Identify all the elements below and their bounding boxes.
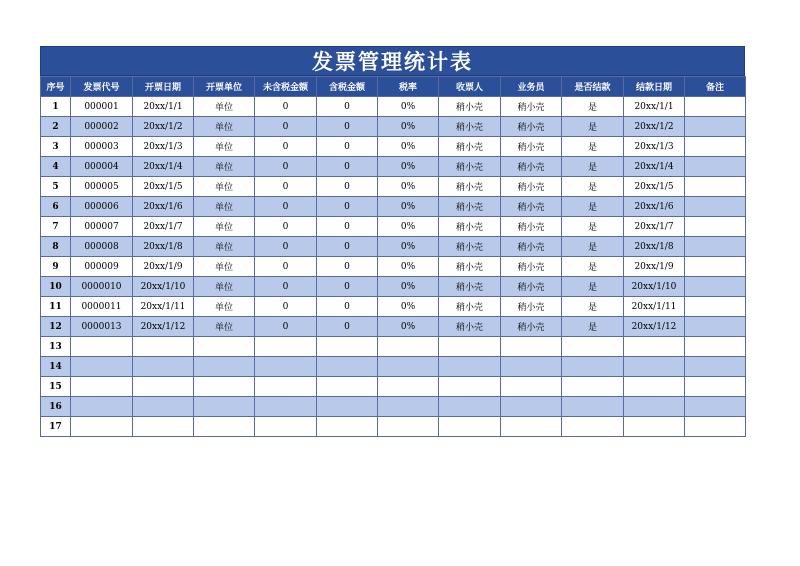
table-cell[interactable] xyxy=(194,337,255,357)
table-cell[interactable] xyxy=(71,377,133,397)
table-cell[interactable] xyxy=(685,317,746,337)
row-number-cell[interactable]: 8 xyxy=(41,237,71,257)
table-row xyxy=(41,277,746,297)
table-cell[interactable]: 20xx/1/8 xyxy=(624,237,685,257)
table-cell[interactable]: 单位 xyxy=(194,117,255,137)
table-row xyxy=(41,337,746,357)
table-cell[interactable]: 是 xyxy=(562,277,624,297)
table-cell[interactable]: 0% xyxy=(378,237,439,257)
table-cell[interactable] xyxy=(317,357,378,377)
row-number-cell[interactable]: 12 xyxy=(41,317,71,337)
table-cell[interactable] xyxy=(194,397,255,417)
invoice-table xyxy=(40,76,746,437)
table-cell[interactable]: 0000010 xyxy=(71,277,133,297)
table-cell[interactable]: 是 xyxy=(562,217,624,237)
table-row xyxy=(41,257,746,277)
table-cell[interactable]: 0% xyxy=(378,197,439,217)
table-cell[interactable]: 稍小壳 xyxy=(439,237,501,257)
table-row xyxy=(41,237,746,257)
table-cell[interactable] xyxy=(255,397,317,417)
table-cell[interactable] xyxy=(501,417,562,437)
table-cell[interactable] xyxy=(439,337,501,357)
table-row xyxy=(41,137,746,157)
column-header[interactable]: 未含税金额 xyxy=(255,77,317,97)
table-cell[interactable] xyxy=(194,357,255,377)
row-number-cell[interactable]: 2 xyxy=(41,117,71,137)
header-row xyxy=(41,77,746,97)
table-cell[interactable]: 20xx/1/9 xyxy=(624,257,685,277)
table-cell[interactable]: 单位 xyxy=(194,217,255,237)
column-header[interactable]: 发票代号 xyxy=(71,77,133,97)
table-cell[interactable]: 0 xyxy=(317,297,378,317)
table-cell[interactable]: 0% xyxy=(378,97,439,117)
table-cell[interactable] xyxy=(562,357,624,377)
table-cell[interactable]: 是 xyxy=(562,97,624,117)
table-cell[interactable]: 稍小壳 xyxy=(501,157,562,177)
table-cell[interactable]: 单位 xyxy=(194,157,255,177)
table-cell[interactable] xyxy=(71,337,133,357)
table-cell[interactable]: 是 xyxy=(562,297,624,317)
table-cell[interactable] xyxy=(562,397,624,417)
table-cell[interactable]: 单位 xyxy=(194,257,255,277)
table-cell[interactable]: 0% xyxy=(378,217,439,237)
table-cell[interactable] xyxy=(439,417,501,437)
table-cell[interactable]: 单位 xyxy=(194,177,255,197)
table-cell[interactable]: 000005 xyxy=(71,177,133,197)
table-cell[interactable] xyxy=(501,357,562,377)
table-cell[interactable]: 0% xyxy=(378,317,439,337)
table-cell[interactable]: 0 xyxy=(255,277,317,297)
table-cell[interactable]: 20xx/1/11 xyxy=(133,297,194,317)
table-cell[interactable] xyxy=(685,337,746,357)
table-cell[interactable] xyxy=(501,337,562,357)
table-cell[interactable] xyxy=(255,337,317,357)
table-row xyxy=(41,197,746,217)
table-row xyxy=(41,217,746,237)
table-cell[interactable]: 单位 xyxy=(194,297,255,317)
table-cell[interactable] xyxy=(685,297,746,317)
table-cell[interactable]: 是 xyxy=(562,157,624,177)
table-cell[interactable] xyxy=(255,377,317,397)
row-number-cell[interactable]: 5 xyxy=(41,177,71,197)
invoice-sheet xyxy=(40,46,745,437)
table-cell[interactable]: 0% xyxy=(378,177,439,197)
row-number-cell[interactable]: 9 xyxy=(41,257,71,277)
table-cell[interactable]: 20xx/1/7 xyxy=(133,217,194,237)
table-cell[interactable]: 稍小壳 xyxy=(501,257,562,277)
table-cell[interactable] xyxy=(685,137,746,157)
row-number-cell[interactable]: 7 xyxy=(41,217,71,237)
table-row xyxy=(41,297,746,317)
table-cell[interactable]: 0000011 xyxy=(71,297,133,317)
table-row xyxy=(41,117,746,137)
table-cell[interactable] xyxy=(685,357,746,377)
table-cell[interactable] xyxy=(194,417,255,437)
table-cell[interactable] xyxy=(685,397,746,417)
table-cell[interactable]: 稍小壳 xyxy=(501,137,562,157)
table-cell[interactable] xyxy=(685,177,746,197)
table-cell[interactable]: 0000013 xyxy=(71,317,133,337)
table-cell[interactable]: 稍小壳 xyxy=(439,217,501,237)
table-cell[interactable]: 0 xyxy=(255,217,317,237)
table-cell[interactable]: 000008 xyxy=(71,237,133,257)
table-cell[interactable] xyxy=(133,377,194,397)
table-cell[interactable]: 20xx/1/10 xyxy=(133,277,194,297)
table-cell[interactable] xyxy=(194,377,255,397)
row-number-cell[interactable]: 15 xyxy=(41,377,71,397)
table-cell[interactable] xyxy=(685,277,746,297)
table-cell[interactable]: 稍小壳 xyxy=(501,217,562,237)
table-cell[interactable] xyxy=(685,97,746,117)
table-cell[interactable] xyxy=(624,337,685,357)
table-cell[interactable] xyxy=(685,377,746,397)
table-cell[interactable]: 0 xyxy=(317,157,378,177)
table-cell[interactable]: 000001 xyxy=(71,97,133,117)
table-cell[interactable]: 20xx/1/1 xyxy=(624,97,685,117)
table-cell[interactable]: 单位 xyxy=(194,197,255,217)
table-cell[interactable]: 20xx/1/3 xyxy=(624,137,685,157)
table-cell[interactable] xyxy=(439,377,501,397)
table-cell[interactable] xyxy=(317,397,378,417)
column-header[interactable]: 是否结款 xyxy=(562,77,624,97)
table-cell[interactable]: 稍小壳 xyxy=(501,117,562,137)
table-cell[interactable]: 稍小壳 xyxy=(501,177,562,197)
table-cell[interactable] xyxy=(71,357,133,377)
table-cell[interactable] xyxy=(685,117,746,137)
table-cell[interactable]: 稍小壳 xyxy=(501,237,562,257)
table-cell[interactable]: 0 xyxy=(255,97,317,117)
table-cell[interactable]: 20xx/1/6 xyxy=(133,197,194,217)
table-cell[interactable] xyxy=(378,417,439,437)
table-cell[interactable]: 0% xyxy=(378,257,439,277)
table-cell[interactable]: 是 xyxy=(562,137,624,157)
table-cell[interactable]: 稍小壳 xyxy=(439,157,501,177)
table-cell[interactable]: 稍小壳 xyxy=(439,277,501,297)
table-cell[interactable]: 是 xyxy=(562,317,624,337)
table-cell[interactable]: 000009 xyxy=(71,257,133,277)
table-cell[interactable]: 20xx/1/3 xyxy=(133,137,194,157)
table-row xyxy=(41,397,746,417)
row-number-cell[interactable]: 14 xyxy=(41,357,71,377)
table-cell[interactable]: 000004 xyxy=(71,157,133,177)
row-number-cell[interactable]: 13 xyxy=(41,337,71,357)
table-cell[interactable]: 20xx/1/4 xyxy=(624,157,685,177)
table-cell[interactable]: 稍小壳 xyxy=(439,177,501,197)
table-cell[interactable] xyxy=(317,377,378,397)
table-cell[interactable]: 是 xyxy=(562,237,624,257)
table-cell[interactable] xyxy=(317,337,378,357)
column-header[interactable]: 序号 xyxy=(41,77,71,97)
table-cell[interactable]: 0 xyxy=(317,97,378,117)
table-cell[interactable] xyxy=(255,417,317,437)
table-cell[interactable]: 000003 xyxy=(71,137,133,157)
table-cell[interactable]: 20xx/1/5 xyxy=(624,177,685,197)
table-cell[interactable] xyxy=(624,397,685,417)
table-cell[interactable] xyxy=(501,397,562,417)
table-cell[interactable]: 0 xyxy=(317,117,378,137)
column-header[interactable]: 结款日期 xyxy=(624,77,685,97)
table-cell[interactable]: 0 xyxy=(317,197,378,217)
table-cell[interactable] xyxy=(562,337,624,357)
table-cell[interactable] xyxy=(624,357,685,377)
table-cell[interactable]: 0% xyxy=(378,117,439,137)
table-cell[interactable]: 稍小壳 xyxy=(501,197,562,217)
table-cell[interactable] xyxy=(133,417,194,437)
table-cell[interactable]: 20xx/1/1 xyxy=(133,97,194,117)
table-cell[interactable]: 稍小壳 xyxy=(439,197,501,217)
table-cell[interactable]: 0 xyxy=(317,277,378,297)
table-cell[interactable]: 20xx/1/12 xyxy=(624,317,685,337)
table-cell[interactable]: 0 xyxy=(255,317,317,337)
table-cell[interactable]: 0 xyxy=(255,197,317,217)
table-cell[interactable] xyxy=(71,397,133,417)
table-cell[interactable] xyxy=(378,337,439,357)
table-cell[interactable]: 是 xyxy=(562,117,624,137)
table-cell[interactable] xyxy=(439,397,501,417)
table-cell[interactable] xyxy=(133,397,194,417)
row-number-cell[interactable]: 11 xyxy=(41,297,71,317)
table-cell[interactable] xyxy=(255,357,317,377)
table-cell[interactable] xyxy=(685,417,746,437)
table-cell[interactable]: 0 xyxy=(317,177,378,197)
table-cell[interactable]: 稍小壳 xyxy=(439,257,501,277)
table-cell[interactable]: 000007 xyxy=(71,217,133,237)
table-cell[interactable]: 稍小壳 xyxy=(439,97,501,117)
table-cell[interactable]: 20xx/1/7 xyxy=(624,217,685,237)
table-row xyxy=(41,157,746,177)
table-cell[interactable]: 20xx/1/2 xyxy=(624,117,685,137)
table-row xyxy=(41,417,746,437)
table-cell[interactable] xyxy=(685,217,746,237)
table-cell[interactable]: 是 xyxy=(562,177,624,197)
table-cell[interactable]: 稍小壳 xyxy=(501,297,562,317)
table-cell[interactable]: 20xx/1/11 xyxy=(624,297,685,317)
table-cell[interactable]: 0 xyxy=(255,177,317,197)
table-cell[interactable]: 0 xyxy=(317,317,378,337)
table-cell[interactable] xyxy=(378,377,439,397)
table-body xyxy=(41,97,746,437)
table-cell[interactable] xyxy=(501,377,562,397)
table-cell[interactable] xyxy=(624,417,685,437)
column-header[interactable]: 收票人 xyxy=(439,77,501,97)
table-cell[interactable]: 0% xyxy=(378,297,439,317)
table-row xyxy=(41,357,746,377)
table-cell[interactable]: 20xx/1/8 xyxy=(133,237,194,257)
table-row xyxy=(41,377,746,397)
column-header[interactable]: 税率 xyxy=(378,77,439,97)
column-header[interactable]: 业务员 xyxy=(501,77,562,97)
table-cell[interactable]: 0 xyxy=(255,137,317,157)
table-cell[interactable]: 稍小壳 xyxy=(439,137,501,157)
row-number-cell[interactable]: 1 xyxy=(41,97,71,117)
table-cell[interactable]: 20xx/1/9 xyxy=(133,257,194,277)
table-cell[interactable]: 0 xyxy=(255,117,317,137)
table-cell[interactable]: 稍小壳 xyxy=(439,297,501,317)
table-cell[interactable]: 0 xyxy=(317,237,378,257)
table-cell[interactable]: 稍小壳 xyxy=(501,277,562,297)
table-cell[interactable]: 20xx/1/10 xyxy=(624,277,685,297)
table-cell[interactable]: 0 xyxy=(317,217,378,237)
table-cell[interactable]: 20xx/1/12 xyxy=(133,317,194,337)
table-cell[interactable]: 0 xyxy=(255,237,317,257)
table-cell[interactable] xyxy=(685,257,746,277)
table-cell[interactable] xyxy=(317,417,378,437)
table-cell[interactable]: 20xx/1/2 xyxy=(133,117,194,137)
row-number-cell[interactable]: 4 xyxy=(41,157,71,177)
table-cell[interactable]: 稍小壳 xyxy=(439,317,501,337)
table-cell[interactable]: 000002 xyxy=(71,117,133,137)
table-cell[interactable] xyxy=(439,357,501,377)
table-cell[interactable]: 是 xyxy=(562,197,624,217)
table-cell[interactable]: 20xx/1/6 xyxy=(624,197,685,217)
table-cell[interactable]: 稍小壳 xyxy=(501,97,562,117)
row-number-cell[interactable]: 6 xyxy=(41,197,71,217)
table-cell[interactable] xyxy=(624,377,685,397)
table-cell[interactable] xyxy=(685,157,746,177)
column-header[interactable]: 备注 xyxy=(685,77,746,97)
table-cell[interactable] xyxy=(378,357,439,377)
row-number-cell[interactable]: 16 xyxy=(41,397,71,417)
table-cell[interactable]: 0 xyxy=(255,297,317,317)
table-cell[interactable]: 0% xyxy=(378,157,439,177)
table-row xyxy=(41,97,746,117)
table-cell[interactable]: 0 xyxy=(255,257,317,277)
table-cell[interactable]: 稍小壳 xyxy=(501,317,562,337)
table-cell[interactable] xyxy=(133,357,194,377)
table-cell[interactable] xyxy=(685,237,746,257)
table-cell[interactable]: 单位 xyxy=(194,97,255,117)
table-cell[interactable]: 20xx/1/4 xyxy=(133,157,194,177)
table-cell[interactable]: 0 xyxy=(317,257,378,277)
column-header[interactable]: 开票日期 xyxy=(133,77,194,97)
table-row xyxy=(41,317,746,337)
table-cell[interactable]: 单位 xyxy=(194,237,255,257)
table-cell[interactable]: 单位 xyxy=(194,317,255,337)
column-header[interactable]: 含税金额 xyxy=(317,77,378,97)
sheet-title: 发票管理统计表 xyxy=(40,46,745,76)
table-cell[interactable]: 稍小壳 xyxy=(439,117,501,137)
table-cell[interactable]: 单位 xyxy=(194,137,255,157)
table-row xyxy=(41,177,746,197)
row-number-cell[interactable]: 17 xyxy=(41,417,71,437)
table-cell[interactable] xyxy=(685,197,746,217)
table-cell[interactable]: 单位 xyxy=(194,277,255,297)
row-number-cell[interactable]: 3 xyxy=(41,137,71,157)
table-cell[interactable] xyxy=(71,417,133,437)
table-cell[interactable]: 0 xyxy=(317,137,378,157)
table-cell[interactable]: 0% xyxy=(378,137,439,157)
table-cell[interactable] xyxy=(562,377,624,397)
column-header[interactable]: 开票单位 xyxy=(194,77,255,97)
table-cell[interactable]: 0% xyxy=(378,277,439,297)
table-cell[interactable] xyxy=(378,397,439,417)
table-cell[interactable] xyxy=(133,337,194,357)
table-cell[interactable]: 0 xyxy=(255,157,317,177)
table-cell[interactable] xyxy=(562,417,624,437)
table-cell[interactable]: 000006 xyxy=(71,197,133,217)
row-number-cell[interactable]: 10 xyxy=(41,277,71,297)
table-cell[interactable]: 是 xyxy=(562,257,624,277)
table-cell[interactable]: 20xx/1/5 xyxy=(133,177,194,197)
